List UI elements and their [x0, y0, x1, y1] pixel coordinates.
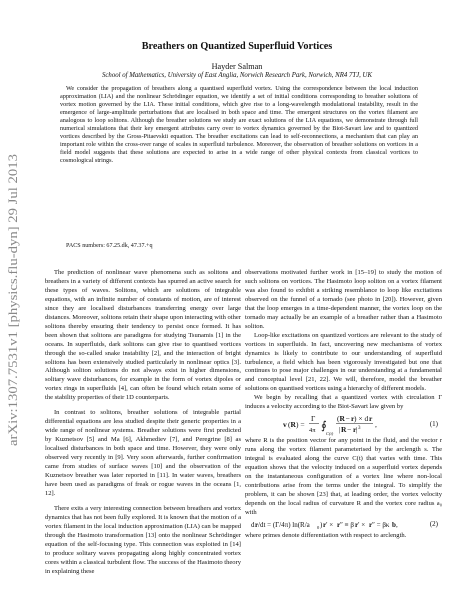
svg-text:(: (	[337, 414, 340, 424]
svg-text:R: R	[341, 425, 347, 435]
svg-text:|: |	[356, 425, 358, 435]
svg-text:,: ,	[396, 520, 398, 529]
paragraph: We begin by recalling that a quantized vortex with circulation Γ induces a velocity according to the Biot-Savart law given by	[245, 394, 442, 411]
svg-text:r: r	[369, 414, 373, 424]
paragraph: where primes denote differentiation with respect to arclength.	[245, 531, 407, 539]
affiliation: School of Mathematics, University of East Anglia, Norwich Research Park, Norwich, NR4 7TJ, UK	[102, 72, 372, 79]
svg-text:″ = βκ: ″ = βκ	[372, 520, 390, 529]
svg-text:r: r	[353, 425, 357, 435]
arxiv-stamp-text: arXiv:1307.7531v1 [physics.flu-dyn] 29 Jul 2013	[6, 198, 20, 446]
svg-text:3: 3	[358, 426, 361, 432]
svg-text:(: (	[288, 420, 291, 430]
svg-text:d: d	[251, 520, 255, 529]
svg-text:) × d: ) × d	[354, 414, 369, 424]
arxiv-stamp	[2, 150, 24, 450]
equation-number: (1)	[429, 420, 438, 429]
equation-number: (2)	[429, 519, 438, 528]
svg-text:Γ: Γ	[311, 414, 316, 424]
svg-text:r: r	[337, 520, 341, 529]
svg-text:r: r	[369, 520, 373, 529]
svg-text:C(t): C(t)	[326, 431, 334, 437]
svg-text:4π: 4π	[309, 427, 316, 435]
svg-text:−: −	[347, 425, 352, 435]
svg-text:|: |	[339, 425, 341, 435]
abstract: We consider the propagation of breathers along a quantised superfluid vortex. Using the correspondence between the local induction approximation (LIA) and the nonlinear Schrödinger equation, we identify a set of initial conditions corresponding to breather solutions of vortex motion governed by the LIA. These initial conditions, which give rise to a long-wavelength modulational instability, result in the emergence of large-amplitude perturbations that are localised in both space and time. The emergent structures on the vortex filament are analogous to loop solitons. Although the breather solutions we study are exact solutions of the LIA equations, we demonstrate through full numerical simulations that their key emergent attributes carry over to vortex dynamics governed by the Biot-Savart law and to quantized vortices described by the Gross-Pitaevskii equation. The breather excitations can lead to self-reconnections, a mechanism that can play an important role within the cross-over range of scales in superfluid turbulence. Moreover, the observation of breather solutions on vortices in a field model suggests that these solutions are expected to arise in a wide range of other physical contexts from classical vortices to cosmological strings.	[60, 85, 418, 165]
svg-text:′ ×: ′ ×	[326, 520, 334, 529]
svg-text:r: r	[351, 414, 355, 424]
equation-2-graphic	[245, 518, 422, 532]
paragraph: where R is the position vector for any point in the fluid, and the vector r runs along the vortex filament parameterised by the arclength s. The integral is evaluated along the curve C(t) that varies with time. This equation shows that the velocity induced on a superfluid vortex depends on the instantaneous configuration of a vortex line where non-local contributions arise from the terms under the integral. To simplify the problem, it can be shown [23] that, at leading order, the vortex velocity depends on the local radius of curvature R and the vortex core radius a₀ with	[245, 437, 442, 516]
svg-text:r: r	[323, 520, 327, 529]
svg-text:v: v	[283, 420, 287, 430]
equation-biot-savart	[245, 412, 442, 437]
paragraph: There exits a very interesting connection between breathers and vortex dynamics that has not been fully explored. It is known that the motion of a vortex filament in the local induction approximation (LIA) can be mapped through the Hasimoto transformation [13] onto the nonlinear Schrödinger equation of the self-focusing type. This connection was exploited in [14] to produce solitary waves propagating along highly concentrated vortex cores within a classical turbulent flow. The success of the Hasimoto theory in explaining these	[45, 504, 241, 575]
paragraph: Loop-like excitations on quantized vortices are relevant to the study of vortices in superfluids. In fact, uncovering new mechanisms of vortex dynamics is likely to contribute to our understanding of superfluid turbulence, a field which has been vigorously investigated but one that continues to pose major challenges in our understanding at a fundamental and conceptual level [21, 22]. We will, therefore, model the breather solutions on quantised vortices using a hierarchy of different models.	[245, 331, 442, 393]
svg-text:−: −	[345, 414, 350, 424]
svg-text:b: b	[392, 520, 396, 529]
svg-text:R: R	[290, 420, 296, 430]
right-column	[245, 269, 442, 541]
svg-text:r: r	[355, 520, 359, 529]
paragraph: observations motivated further work in [15–19] to study the motion of such solitons on vortices. The Hasimoto loop soliton on a vortex filament was also found to exhibit a striking resemblance to loop like excitations observed on the funnel of a tornado (see photo in [20]). However, given that the loop emerges in a time-dependent manner, the vortex loop on the tornado may actually be an example of a breather rather than a Hasimoto soliton.	[245, 269, 442, 330]
svg-text:″ ≡ β: ″ ≡ β	[340, 520, 354, 529]
svg-text:): )	[320, 520, 323, 529]
svg-text:0: 0	[317, 524, 320, 530]
author: Hayder Salman	[211, 62, 263, 71]
svg-text:R: R	[339, 414, 345, 424]
paragraph: The prediction of nonlinear wave phenomena such as solitons and breathers in a variety of different contexts has spurred an active search for these types of waves. Solitons, which are solutions of integrable equations, with an infinite number of constants of motion, are of interest since they are localised disturbances transferring energy over large distances. Moreover, solitons retain their shape upon interacting with other solitons thereby ensuring their tendency to persist once formed. It has been shown that solitons are paradigms for studying Tsunamis [1] in the oceans. In superfluids, dark solitons can give rise to quantised vortices through the so-called snake instability [2], and the interaction of bright solitons has been extensively studied particularly in nonlinear optics [3]. Although soliton solutions do not always exist in higher dimensions, solitary wave disturbances, for example in the form of vortex dipoles or vortex rings in superfluids [4], can often be found which retain some of the stability properties of their 1D counterparts.	[45, 269, 241, 402]
svg-text:/dt = (Γ/4π) ln(R/a: /dt = (Γ/4π) ln(R/a	[258, 520, 310, 529]
pacs-numbers: PACS numbers: 67.25.dk, 47.37.+q	[66, 243, 153, 249]
paragraph: In contrast to solitons, breather solutions of integrable partial differential equations are less studied despite their generic properties in a wide range of nonlinear systems. Breather solutions were first predicted by Kuznetsov [5] and Ma [6], Akhmediev [7], and Peregrine [8] as localised disturbances in both space and time. However, they were only observed very recently in [9]. Very soon afterwards, further confirmation came from studies of surface waves [10] and the observation of the Kuznetsov breather was later reported in [11]. In water waves, breathers have been used as paradigms of freak or rogue waves in the oceans [1, 12].	[45, 409, 241, 497]
svg-text:r: r	[255, 520, 259, 529]
paper-title: Breathers on Quantized Superfluid Vortices	[141, 41, 333, 52]
svg-text:,: ,	[375, 420, 377, 430]
svg-text:∮: ∮	[321, 420, 327, 433]
svg-text:) =: ) =	[296, 420, 305, 430]
svg-text:′ ×: ′ ×	[358, 520, 366, 529]
equation-lia	[245, 518, 442, 532]
equation-1-graphic	[245, 412, 422, 437]
left-column	[45, 269, 241, 576]
